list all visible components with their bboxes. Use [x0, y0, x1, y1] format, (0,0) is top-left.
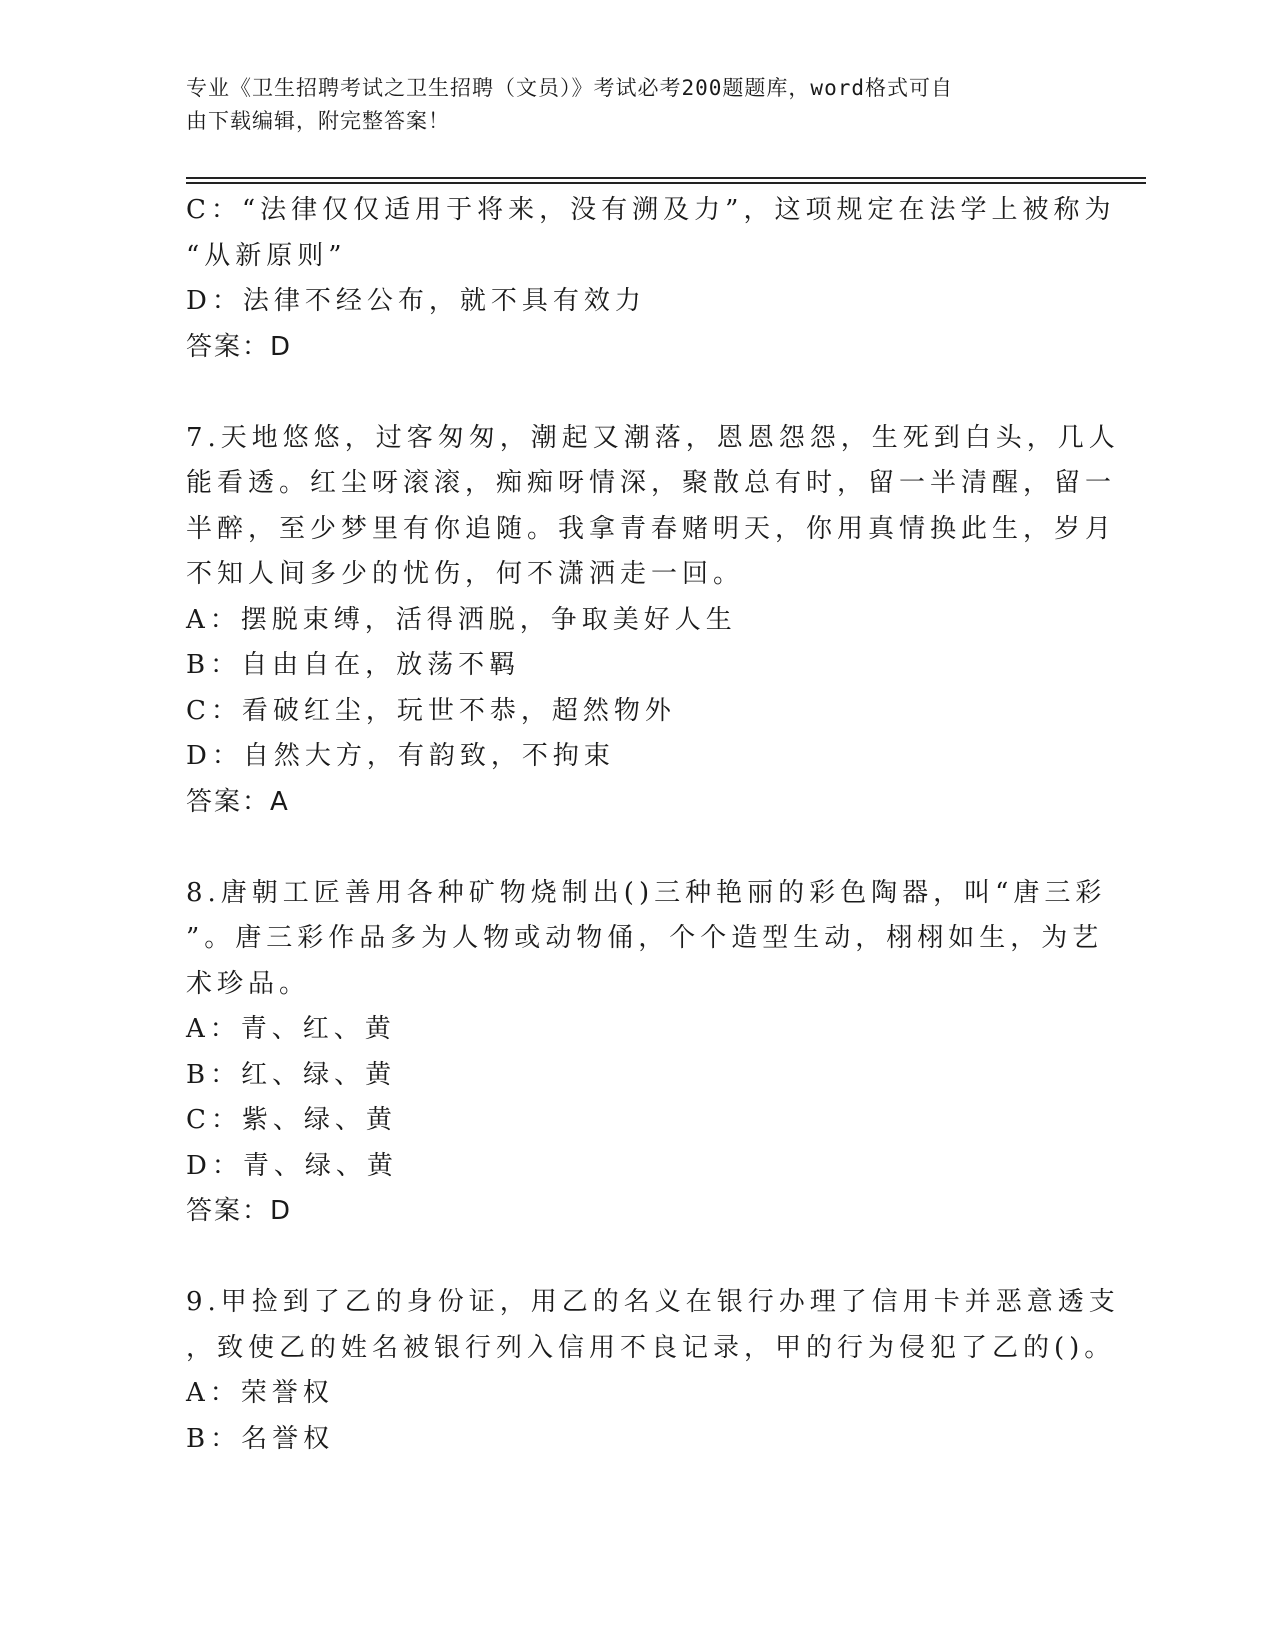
q7-stem-line-3: 半醉，至少梦里有你追随。我拿青春赌明天，你用真情换此生，岁月	[186, 513, 1117, 544]
q8-option-d: D：青、绿、黄	[186, 1150, 398, 1181]
q6-answer: 答案：D	[186, 331, 293, 362]
q8-option-b: B：红、绿、黄	[186, 1059, 397, 1090]
q7-answer: 答案：A	[186, 786, 290, 817]
q7-option-a: A：摆脱束缚，活得洒脱，争取美好人生	[186, 604, 737, 635]
q7-stem-line-1: 7.天地悠悠，过客匆匆，潮起又潮落，恩恩怨怨，生死到白头，几人	[186, 422, 1120, 453]
question-6	[186, 188, 1116, 370]
q6-option-d: D：法律不经公布，就不具有效力	[186, 286, 646, 316]
q8-stem-line-2: ”。唐三彩作品多为人物或动物俑，个个造型生动，栩栩如生，为艺	[186, 923, 1104, 953]
q7-stem-line-4: 不知人间多少的忧伤，何不潇洒走一回。	[186, 559, 745, 589]
q8-option-a: A：青、红、黄	[186, 1014, 396, 1044]
question-7	[186, 416, 1120, 826]
header-line-2: 由下载编辑，附完整答案！	[186, 109, 450, 133]
q8-answer: 答案：D	[186, 1196, 293, 1226]
question-8	[186, 871, 1107, 1235]
header-rule-bottom	[186, 182, 1146, 184]
q9-option-b: B：名誉权	[186, 1423, 335, 1454]
q6-option-c-line-2: “从新原则”	[186, 240, 347, 271]
question-9	[186, 1280, 1120, 1462]
header-line-1: 专业《卫生招聘考试之卫生招聘（文员）》考试必考200题题库，word格式可自	[186, 76, 953, 100]
q7-option-b: B：自由自在，放荡不羁	[186, 650, 521, 680]
q9-stem-line-1: 9.甲捡到了乙的身份证，用乙的名义在银行办理了信用卡并恶意透支	[186, 1287, 1120, 1317]
q9-stem-line-2: ，致使乙的姓名被银行列入信用不良记录，甲的行为侵犯了乙的()。	[186, 1332, 1116, 1363]
q7-stem-line-2: 能看透。红尘呀滚滚，痴痴呀情深，聚散总有时，留一半清醒，留一	[186, 468, 1117, 498]
q9-option-a: A：荣誉权	[186, 1378, 334, 1408]
q7-option-c: C：看破红尘，玩世不恭，超然物外	[186, 695, 676, 726]
q8-option-c: C：紫、绿、黄	[186, 1105, 397, 1135]
page-header	[186, 72, 1066, 138]
header-rule-top	[186, 177, 1146, 179]
spacer	[186, 1235, 1086, 1281]
q7-option-d: D：自然大方，有韵致，不拘束	[186, 741, 615, 771]
q6-option-c-line-1: C：“法律仅仅适用于将来，没有溯及力”，这项规定在法学上被称为	[186, 195, 1116, 225]
spacer	[186, 825, 1086, 871]
spacer	[186, 370, 1086, 416]
q8-stem-line-1: 8.唐朝工匠善用各种矿物烧制出()三种艳丽的彩色陶器，叫“唐三彩	[186, 877, 1107, 908]
question-list	[186, 188, 1120, 1462]
q8-stem-line-3: 术珍品。	[186, 968, 311, 999]
